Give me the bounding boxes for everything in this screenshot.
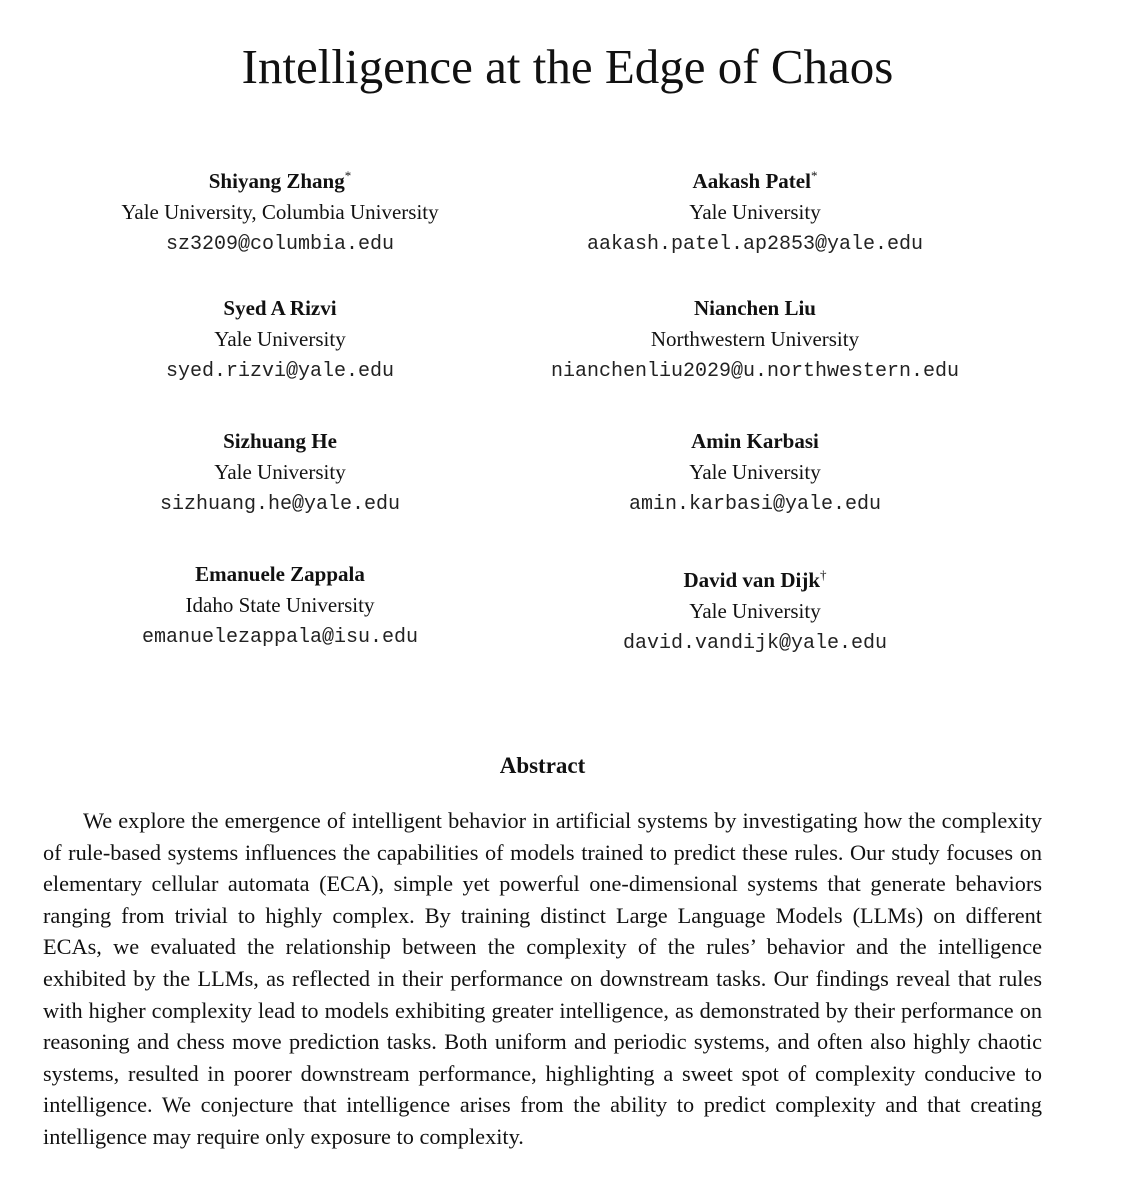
abstract-body: We explore the emergence of intelligent behavior in artificial systems by investigating how the complexity of rule-based systems influences the capabilities of models trained to predict these rules. Our study focuses on elementary cellular automata (ECA), simple yet powerful one-dimensional systems that generate behaviors ranging from trivial to highly complex. By training distinct Large Language Models (LLMs) on different ECAs, we evaluated the relationship between the complexity of the rules’ behavior and the intelligence exhibited by the LLMs, as reflected in their performance on downstream tasks. Our findings reveal that rules with higher complexity lead to models exhibiting greater intelligence, as demonstrated by their performance on reasoning and chess move prediction tasks. Both uniform and periodic systems, and often also highly chaotic systems, resulted in poorer downstream performance, highlighting a sweet spot of complexity conducive to intelligence. We conjecture that intelligence arises from the ability to predict complexity and that creating intelligence may require only exposure to complexity. xyxy=(43,808,1042,1149)
author-block xyxy=(475,160,1035,261)
equal-contribution-mark: * xyxy=(344,168,352,183)
author-email: emanuelezappala@isu.edu xyxy=(141,626,419,649)
author-email: sizhuang.he@yale.edu xyxy=(159,493,401,516)
author-affiliation: Yale University xyxy=(689,599,821,623)
author-name: Syed A Rizvi xyxy=(223,296,337,320)
author-email: amin.karbasi@yale.edu xyxy=(628,493,882,516)
author-email: sz3209@columbia.edu xyxy=(165,233,395,256)
author-email: david.vandijk@yale.edu xyxy=(622,632,888,655)
author-affiliation: Yale University xyxy=(689,460,821,484)
author-name: Amin Karbasi xyxy=(691,429,819,453)
author-affiliation: Yale University xyxy=(214,327,346,351)
author-block xyxy=(475,426,1035,521)
author-name: David van Dijk† xyxy=(683,567,827,592)
author-email: nianchenliu2029@u.northwestern.edu xyxy=(550,360,960,383)
author-block xyxy=(475,293,1035,388)
author-block xyxy=(475,559,1035,660)
author-affiliation: Idaho State University xyxy=(185,593,375,617)
author-email: syed.rizvi@yale.edu xyxy=(165,360,395,383)
author-name: Sizhuang He xyxy=(223,429,337,453)
author-email: aakash.patel.ap2853@yale.edu xyxy=(586,233,924,256)
author-affiliation: Yale University xyxy=(214,460,346,484)
author-name: Shiyang Zhang* xyxy=(208,168,352,193)
corresponding-author-mark: † xyxy=(820,567,827,582)
author-affiliation: Yale University, Columbia University xyxy=(121,200,439,224)
author-name: Emanuele Zappala xyxy=(195,562,365,586)
author-affiliation: Northwestern University xyxy=(650,327,860,351)
author-name: Nianchen Liu xyxy=(694,296,816,320)
author-affiliation: Yale University xyxy=(689,200,821,224)
abstract-heading: Abstract xyxy=(499,753,586,778)
equal-contribution-mark: * xyxy=(810,168,818,183)
author-name: Aakash Patel* xyxy=(692,168,818,193)
paper-title: Intelligence at the Edge of Chaos xyxy=(241,39,894,94)
